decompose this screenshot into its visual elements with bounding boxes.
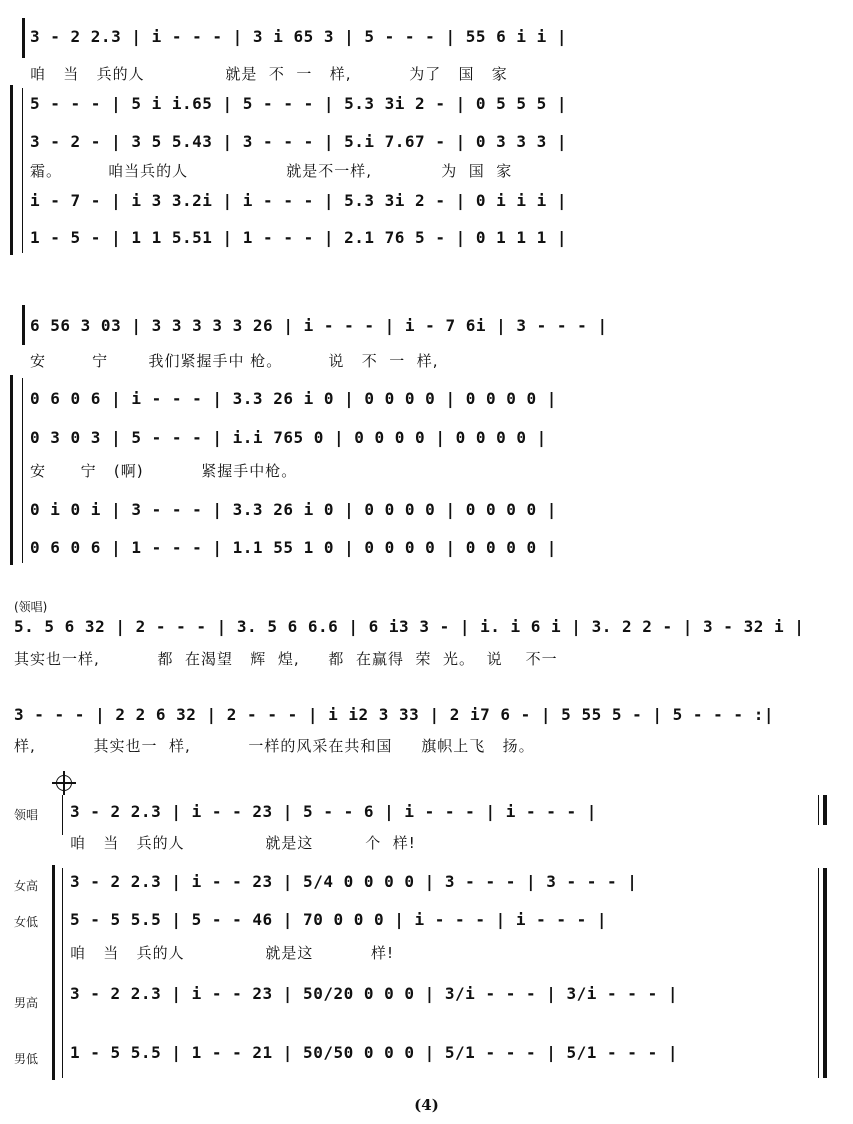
solo-line2-lyric: 样, 其实也一 样, 一样的风采在共和国 旗帜上飞 扬。	[14, 737, 535, 755]
coda-lead-barline	[62, 795, 63, 835]
coda-choir-lyric: 咱 当 兵的人 就是这 样!	[70, 944, 395, 962]
system1-tenor-notes: i - 7 - | i 3 3.2i | i - - - | 5.3 3i 2 - | 0 i i i |	[30, 191, 568, 210]
system2-soprano-notes: 0 6 0 6 | i - - - | 3.3 26 i 0 | 0 0 0 0 | 0 0 0 0 |	[30, 389, 557, 408]
system2-lead-lyric: 安 宁 我们紧握手中 枪。 说 不 一 样,	[30, 352, 439, 370]
system1-alto-notes: 3 - 2 - | 3 5 5.43 | 3 - - - | 5.i 7.67 - | 0 3 3 3 |	[30, 132, 568, 151]
solo-line1-notes: 5. 5 6 32 | 2 - - - | 3. 5 6 6.6 | 6 i3 3 - | i. i 6 i | 3. 2 2 - | 3 - 32 i |	[14, 617, 805, 636]
coda-label-lead: 领唱	[14, 808, 39, 822]
system2-choir-brace	[10, 375, 13, 565]
coda-choir-barline	[62, 868, 63, 1078]
system1-lead-notes: 3 - 2 2.3 | i - - - | 3 i 65 3 | 5 - - - | 55 6 i i |	[30, 27, 568, 46]
system2-alto-notes: 0 3 0 3 | 5 - - - | i.i 765 0 | 0 0 0 0 | 0 0 0 0 |	[30, 428, 547, 447]
system1-lead-barline	[22, 18, 25, 58]
system2-bass-notes: 0 6 0 6 | 1 - - - | 1.1 55 1 0 | 0 0 0 0 | 0 0 0 0 |	[30, 538, 557, 557]
coda-soprano-notes: 3 - 2 2.3 | i - - 23 | 5/4 0 0 0 0 | 3 - - - | 3 - - - |	[70, 872, 638, 891]
system2-alto-lyric: 安 宁 (啊) 紧握手中枪。	[30, 462, 298, 480]
system1-bass-notes: 1 - 5 - | 1 1 5.51 | 1 - - - | 2.1 76 5 - | 0 1 1 1 |	[30, 228, 568, 247]
coda-final-barline-lead	[818, 795, 827, 825]
coda-lead-lyric: 咱 当 兵的人 就是这 个 样!	[70, 834, 416, 852]
coda-label-bass: 男低	[14, 1052, 39, 1066]
system1-alto-lyric: 霜。 咱当兵的人 就是不一样, 为 国 家	[30, 162, 513, 180]
solo-line2-notes: 3 - - - | 2 2 6 32 | 2 - - - | i i2 3 33 | 2 i7 6 - | 5 55 5 - | 5 - - - :|	[14, 705, 774, 724]
system1-lead-lyric: 咱 当 兵的人 就是 不 一 样, 为了 国 家	[30, 65, 508, 83]
solo-label: (领唱)	[14, 600, 48, 614]
coda-label-sop: 女高	[14, 879, 39, 893]
coda-sign-icon	[56, 775, 72, 791]
coda-final-barline-choir	[818, 868, 827, 1078]
solo-line1-lyric: 其实也一样, 都 在渴望 辉 煌, 都 在赢得 荣 光。 说 不一	[14, 650, 558, 668]
coda-choir-brace	[52, 865, 55, 1080]
coda-tenor-notes: 3 - 2 2.3 | i - - 23 | 50/20 0 0 0 | 3/i - - - | 3/i - - - |	[70, 984, 678, 1003]
system2-lead-barline	[22, 305, 25, 345]
coda-label-alto: 女低	[14, 915, 39, 929]
system2-choir-barline	[22, 378, 23, 563]
system1-soprano-notes: 5 - - - | 5 i i.65 | 5 - - - | 5.3 3i 2 - | 0 5 5 5 |	[30, 94, 568, 113]
system2-lead-notes: 6 56 3 03 | 3 3 3 3 3 26 | i - - - | i - 7 6i | 3 - - - |	[30, 316, 608, 335]
coda-bass-notes: 1 - 5 5.5 | 1 - - 21 | 50/50 0 0 0 | 5/1 - - - | 5/1 - - - |	[70, 1043, 678, 1062]
coda-label-ten: 男高	[14, 996, 39, 1010]
system2-tenor-notes: 0 i 0 i | 3 - - - | 3.3 26 i 0 | 0 0 0 0 | 0 0 0 0 |	[30, 500, 557, 519]
coda-lead-notes: 3 - 2 2.3 | i - - 23 | 5 - - 6 | i - - - | i - - - |	[70, 802, 597, 821]
coda-alto-notes: 5 - 5 5.5 | 5 - - 46 | 70 0 0 0 | i - - - | i - - - |	[70, 910, 608, 929]
system1-choir-barline	[22, 88, 23, 253]
page-number: (4)	[414, 1096, 439, 1114]
system1-choir-brace	[10, 85, 13, 255]
